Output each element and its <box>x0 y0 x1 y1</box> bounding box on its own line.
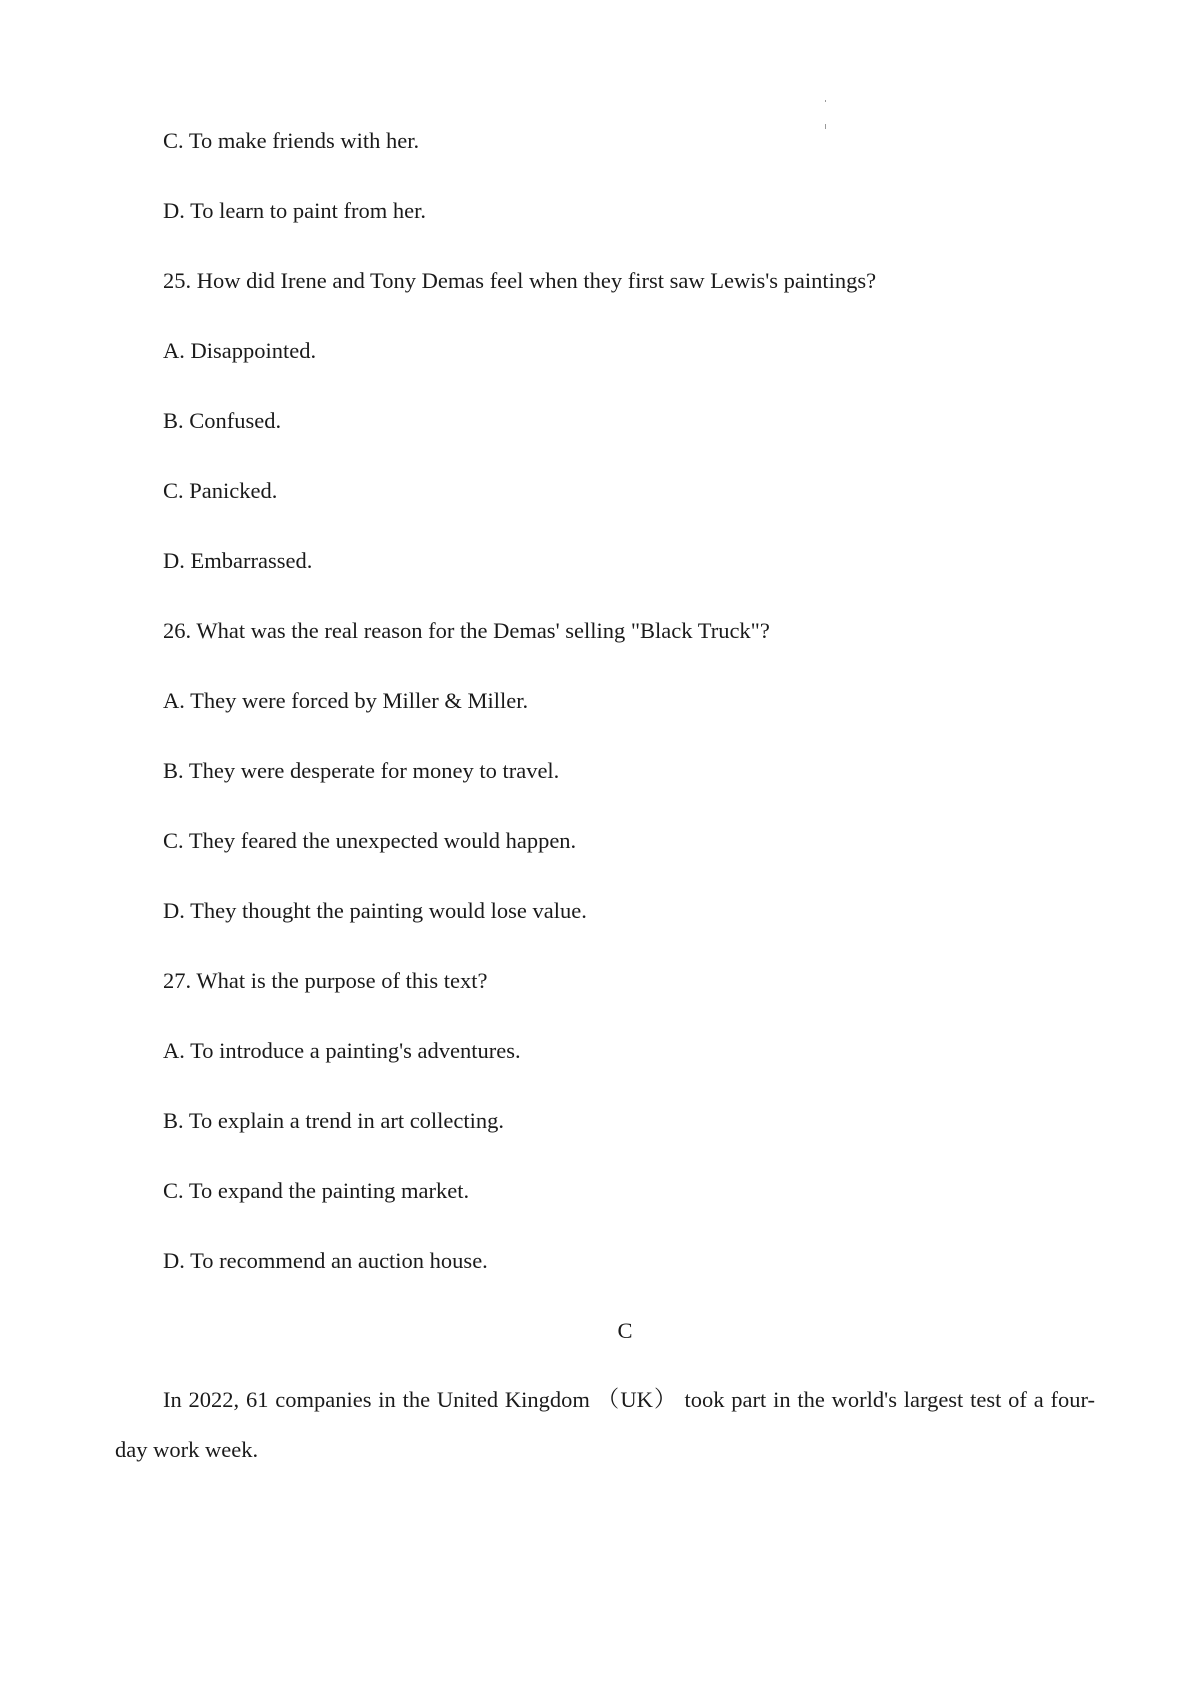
question-25-option-d: D. Embarrassed. <box>163 548 313 573</box>
question-27-stem: 27. What is the purpose of this text? <box>163 968 488 993</box>
question-27-option-a: A. To introduce a painting's adventures. <box>163 1038 521 1063</box>
question-26-stem: 26. What was the real reason for the Demas' selling "Black Truck"? <box>163 618 770 643</box>
question-25-option-c: C. Panicked. <box>163 478 278 503</box>
question-26-option-b: B. They were desperate for money to travel. <box>163 758 560 783</box>
section-heading: C <box>617 1318 633 1343</box>
question-27-option-c: C. To expand the painting market. <box>163 1178 470 1203</box>
question-24-option-c: C. To make friends with her. <box>163 128 420 153</box>
question-25-option-b: B. Confused. <box>163 408 282 433</box>
question-24-option-d: D. To learn to paint from her. <box>163 198 426 223</box>
passage-paragraph: In 2022, 61 companies in the United Kingdom （UK） took part in the world's largest test of a four- day work week. <box>115 1387 1095 1462</box>
question-27-option-b: B. To explain a trend in art collecting. <box>163 1108 505 1133</box>
question-26-option-c: C. They feared the unexpected would happen. <box>163 828 577 853</box>
question-25-stem: 25. How did Irene and Tony Demas feel when they first saw Lewis's paintings? <box>163 268 877 293</box>
question-26-option-d: D. They thought the painting would lose value. <box>163 898 587 923</box>
question-25-option-a: A. Disappointed. <box>163 338 317 363</box>
question-27-option-d: D. To recommend an auction house. <box>163 1248 488 1273</box>
scan-mark <box>825 124 826 129</box>
scan-mark <box>825 100 826 102</box>
question-26-option-a: A. They were forced by Miller & Miller. <box>163 688 529 713</box>
